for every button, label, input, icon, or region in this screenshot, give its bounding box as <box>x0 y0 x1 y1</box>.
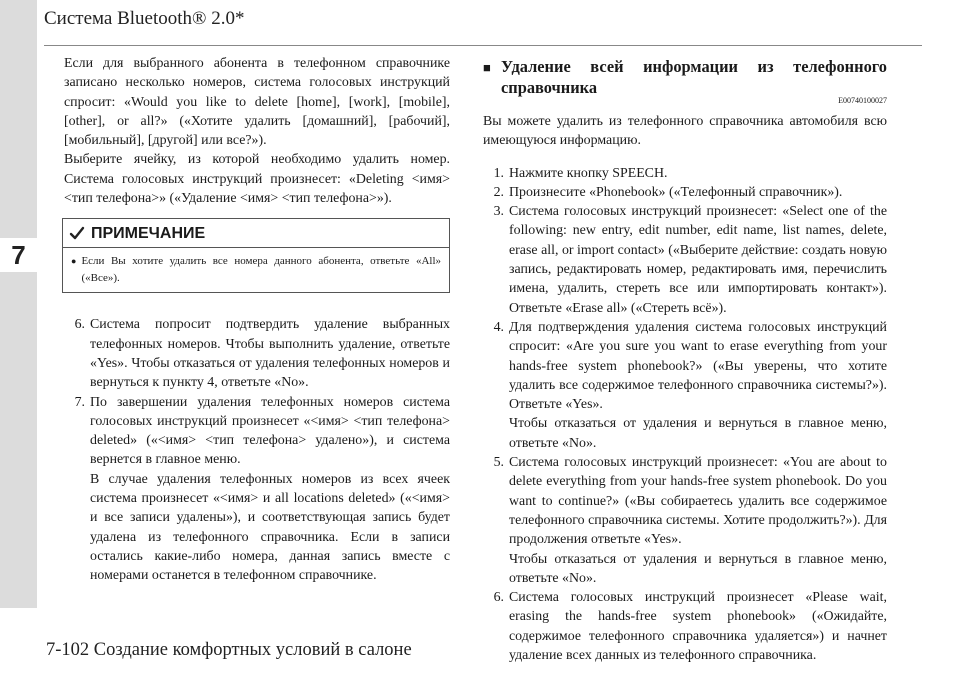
step-text: Система голосовых инструкций произнесет: «Select one of the following: new entry, edit number, edit name, list names, delete, erase all, or import contact» («Выберите действие: создать новую запись, редактировать номер, редактировать имя, перечислить имена, удалить, стереть все или импортировать контакт»). Ответьте «Erase all» («Стереть всё»). <box>509 204 887 316</box>
paragraph: Если для выбранного абонента в телефонном справочнике записано несколько номеров, система голосовых инструкций спросит: «Would you like to delete [home], [work], [mobile], [other], or all?» («Хотите удалить [домашний], [рабочий], [мобильный], [другой] или все?»). <box>64 56 450 149</box>
step-number: 7. <box>74 394 85 410</box>
list-item <box>483 202 887 318</box>
step-continuation: Чтобы отказаться от удаления и вернуться в главное меню, ответьте «No». <box>509 416 887 451</box>
list-item <box>483 453 887 588</box>
chapter-tab: 7 <box>0 238 37 272</box>
left-column <box>64 54 450 586</box>
section-heading-text: Удаление всей информации из телефонного справочника <box>501 57 887 97</box>
step-text-main: По завершении удаления телефонных номеров система голосовых инструкций произнесет «<имя> <тип телефона> deleted» («<имя> <тип телефона> удалено»), и система вернется в главное меню. <box>90 394 450 468</box>
step-continuation: В случае удаления телефонных номеров из всех ячеек система произнесет «<имя> и all locations deleted» («<имя> и все записи удалены»), и соответствующая запись будет удалена из телефонного справочника. Если в записи остались какие-либо номера, данная запись вместе с номерами останется в телефонном справочнике. <box>90 471 450 584</box>
step-text: Система попросит подтвердить удаление выбранных телефонных номеров. Чтобы выполнить удаление, ответьте «Yes». Чтобы отказаться от удаления телефонных номеров и вернуться к пункту 4, ответьте «No». <box>90 317 450 391</box>
step-list <box>483 164 887 666</box>
bullet-icon: ● <box>71 256 77 267</box>
note-header <box>63 219 449 248</box>
step-text: Система голосовых инструкций произнесет «Please wait, erasing the hands-free system phonebook» («Ожидайте, содержимое телефонного справочника удаляется») и начнет удаление всех данных из телефонного справочника. <box>509 590 887 664</box>
step-number: 2. <box>493 184 504 200</box>
step-text-main: Для подтверждения удаления система голосовых инструкций спросит: «Are you sure you want to erase everything from your hands-free system phonebook?» («Вы уверены, что хотите удалить все содержимое телефонного справочника системы?»). Ответьте «Yes». <box>509 319 887 413</box>
step-text <box>509 318 887 453</box>
square-bullet-icon: ■ <box>483 60 491 75</box>
list-item <box>483 318 887 453</box>
note-title: ПРИМЕЧАНИЕ <box>91 224 206 242</box>
step-text-main: Система голосовых инструкций произнесет: «You are about to delete everything from your hands-free system phonebook. Do you want to continue?» («Вы собираетесь удалить все содержимое телефонного справочника системы. Хотите продолжить?»). Для продолжения ответьте «Yes». <box>509 455 887 548</box>
page-header-title: Система Bluetooth® 2.0* <box>44 8 245 29</box>
step-number: 5. <box>493 455 504 471</box>
step-text: Произнесите «Phonebook» («Телефонный справочник»). <box>509 184 843 200</box>
right-column <box>483 56 887 665</box>
note-text: Если Вы хотите удалить все номера данного абонента, ответьте «All» («Все»). <box>81 255 441 285</box>
paragraph: Вы можете удалить из телефонного справочника автомобиля всю имеющуюся информацию. <box>483 114 887 149</box>
list-item <box>64 315 450 392</box>
paragraph: Выберите ячейку, из которой необходимо удалить номер. Система голосовых инструкций произнесет: «Deleting <имя> <тип телефона>» («Удаление <имя> <тип телефона>»). <box>64 152 450 207</box>
step-number: 1. <box>493 165 504 181</box>
pencil-check-icon <box>69 225 85 241</box>
note-box <box>62 218 450 293</box>
note-body <box>63 248 449 292</box>
step-continuation: Чтобы отказаться от удаления и вернуться в главное меню, ответьте «No». <box>509 551 887 586</box>
header-divider <box>44 45 922 46</box>
list-item <box>483 588 887 665</box>
section-code: E00740100027 <box>838 96 887 105</box>
step-number: 4. <box>493 319 504 335</box>
list-item <box>483 164 887 183</box>
step-text <box>90 393 450 586</box>
chapter-sidebar <box>0 0 37 608</box>
step-list <box>64 315 450 585</box>
step-number: 6. <box>74 317 85 333</box>
list-item <box>64 393 450 586</box>
step-text: Нажмите кнопку SPEECH. <box>509 165 668 181</box>
section-heading <box>483 56 887 98</box>
step-text <box>509 453 887 588</box>
list-item <box>483 183 887 202</box>
step-number: 3. <box>493 204 504 220</box>
step-number: 6. <box>493 590 504 606</box>
page-footer: 7-102 Создание комфортных условий в салоне <box>46 640 412 660</box>
